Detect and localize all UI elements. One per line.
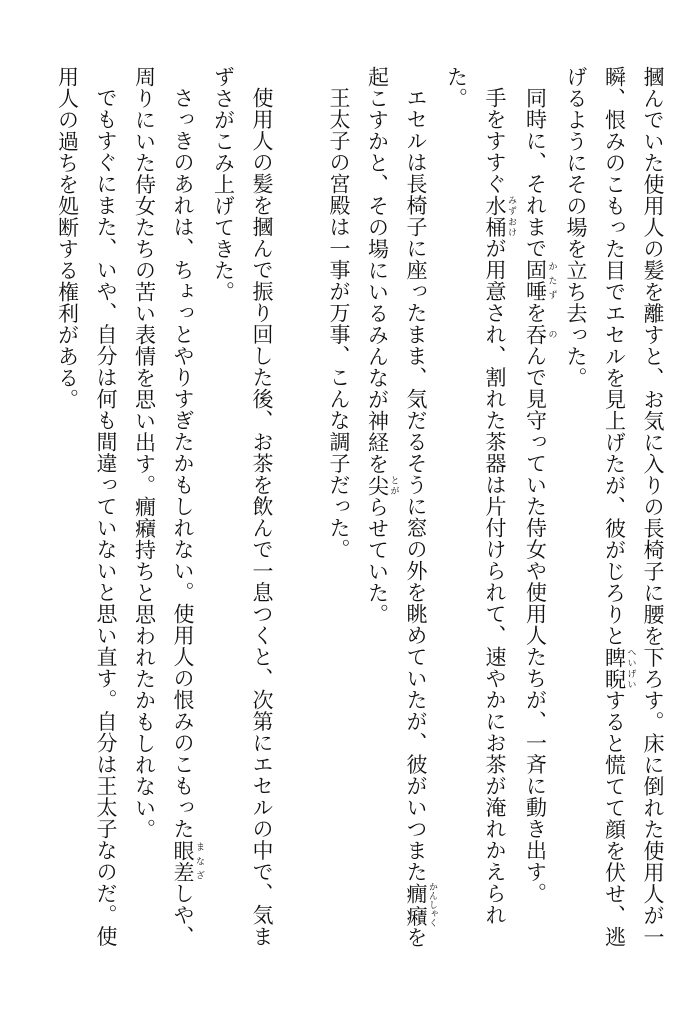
- paragraph: [437, 66, 516, 966]
- text-run: 同時に、それまで: [523, 87, 548, 259]
- ruby-word: 水桶 みずおけ: [483, 194, 516, 238]
- paragraph: [516, 66, 557, 966]
- text-run: が用意され、割れた茶器は片付けられて、速やかにお茶が淹れかえられた。: [444, 66, 507, 926]
- furigana: まなざ: [194, 839, 204, 883]
- ruby-word: 癇癪 かんしゃく: [404, 882, 437, 927]
- text-run: 使用人の髪を摑んで振り回した後、お茶を飲んで一息つくと、次第にエセルの中で、気まずさがこみ上げてきた。: [211, 66, 274, 947]
- ruby-word: 睥睨 へいげい: [602, 646, 636, 690]
- furigana: へいげい: [625, 646, 636, 690]
- text-run: 摑んでいた使用人の髪を離すと、お気に入りの長椅子に腰を下ろす。床に倒れた使用人が一瞬、恨みのこもった目でエセルを見上げたが、彼がじろりと: [602, 66, 665, 948]
- text-run: を起こすかと、その場にいるみんなが神経を: [365, 66, 428, 948]
- paragraph: [320, 66, 359, 966]
- text-run: しや、周りにいた侍女たちの苦い表情を思い出す。癇癪持ちと思われたかもしれない。: [132, 66, 195, 947]
- vertical-text-body: [48, 66, 672, 966]
- paragraph: [358, 66, 437, 966]
- ruby-word: 眼差 まなざ: [171, 839, 204, 883]
- ruby-word: 吞 の: [523, 323, 557, 345]
- paragraph: [557, 66, 673, 966]
- paragraph: [125, 66, 204, 966]
- furigana: かたず: [546, 259, 557, 302]
- ruby-word: 固唾 かたず: [523, 259, 557, 302]
- paragraph-break: [281, 66, 320, 966]
- text-run: さっきのあれは、ちょっとやりすぎたかもしれない。使用人の恨みのこもった: [171, 87, 195, 840]
- text-run: らせていた。: [365, 496, 390, 625]
- ruby-word: 尖 とが: [365, 474, 399, 496]
- text-run: でもすぐにまた、いや、自分は何も間違っていないと思い直す。自分は王太子なのだ。使用人の過ちを処断する権利がある。: [55, 66, 118, 947]
- paragraph: [48, 66, 125, 966]
- furigana: とが: [388, 474, 399, 496]
- furigana: かんしゃく: [427, 882, 437, 927]
- furigana: みずおけ: [506, 194, 516, 238]
- furigana: の: [546, 323, 557, 345]
- text-run: んで見守っていた侍女や使用人たちが、一斉に動き出す。: [523, 345, 548, 904]
- paragraph: [204, 66, 281, 966]
- text-run: を: [523, 302, 548, 324]
- text-run: 手をすすぐ: [483, 87, 507, 195]
- text-run: すると慌てて顔を伏せ、逃げるようにその場を立ち去った。: [564, 66, 627, 948]
- text-run: 王太子の宮殿は一事が万事、こんな調子だった。: [327, 87, 351, 560]
- text-run: エセルは長椅子に座ったまま、気だるそうに窓の外を眺めていたが、彼がいつまた: [404, 87, 428, 883]
